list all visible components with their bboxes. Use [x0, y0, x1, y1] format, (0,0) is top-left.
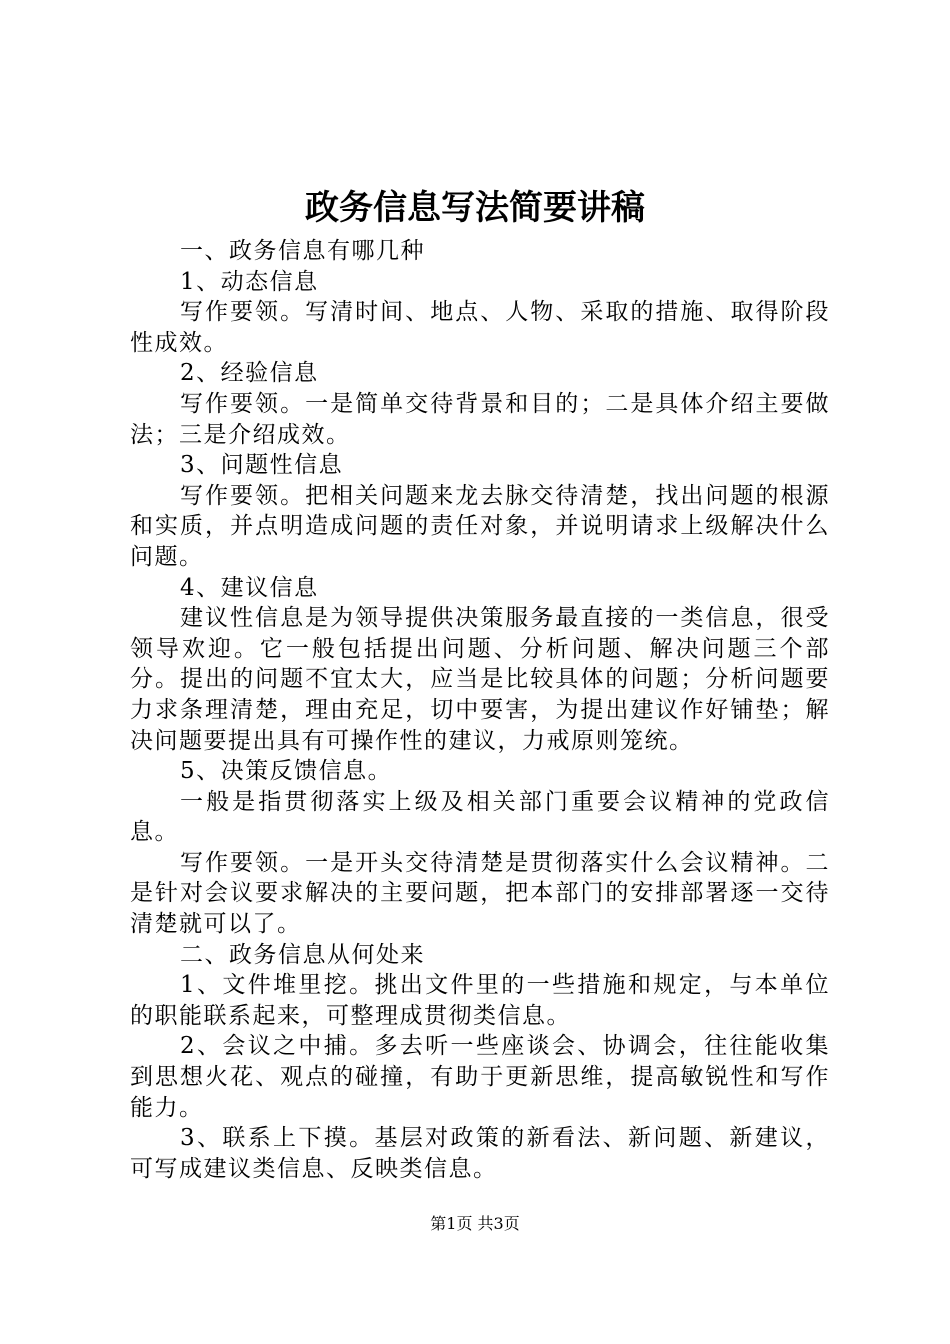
subsection-heading: 3、问题性信息: [180, 452, 344, 479]
paragraph: 写作要领。一是开头交待清楚是贯彻落实什么会议精神。二是针对会议要求解决的主要问题，把本部门的安排部署逐一交待清楚就可以了。: [130, 849, 830, 938]
section-heading: 一、政务信息有哪几种: [180, 238, 425, 264]
subsection-heading: 2、经验信息: [180, 360, 319, 387]
page-footer: 第1页 共3页: [430, 1214, 520, 1233]
paragraph: 写作要领。一是简单交待背景和目的；二是具体介绍主要做法；三是介绍成效。: [130, 390, 830, 448]
paragraph: 建议性信息是为领导提供决策服务最直接的一类信息，很受领导欢迎。它一般包括提出问题、分析问题、解决问题三个部分。提出的问题不宜太大，应当是比较具体的问题；分析问题要力求条理清楚，理由充足，切中要害，为提出建议作好铺垫；解决问题要提出具有可操作性的建议，力戒原则笼统。: [130, 605, 830, 754]
paragraph: 3、联系上下摸。基层对政策的新看法、新问题、新建议，可写成建议类信息、反映类信息。: [130, 1125, 830, 1182]
paragraph: 一般是指贯彻落实上级及相关部门重要会议精神的党政信息。: [130, 788, 830, 846]
paragraph: 1、文件堆里挖。挑出文件里的一些措施和规定，与本单位的职能联系起来，可整理成贯彻类信息。: [130, 972, 830, 1029]
paragraph: 写作要领。写清时间、地点、人物、采取的措施、取得阶段性成效。: [130, 299, 830, 356]
subsection-heading: 5、决策反馈信息。: [180, 758, 393, 785]
paragraph: 写作要领。把相关问题来龙去脉交待清楚，找出问题的根源和实质，并点明造成问题的责任对象，并说明请求上级解决什么问题。: [130, 482, 830, 570]
subsection-heading: 1、动态信息: [180, 268, 319, 295]
section-heading: 二、政务信息从何处来: [180, 941, 425, 968]
document-body: [130, 236, 830, 1184]
paragraph: 2、会议之中捕。多去听一些座谈会、协调会，往往能收集到思想火花、观点的碰撞，有助于更新思维，提高敏锐性和写作能力。: [130, 1033, 830, 1121]
document-title: 政务信息写法简要讲稿: [305, 188, 645, 228]
subsection-heading: 4、建议信息: [180, 574, 319, 601]
